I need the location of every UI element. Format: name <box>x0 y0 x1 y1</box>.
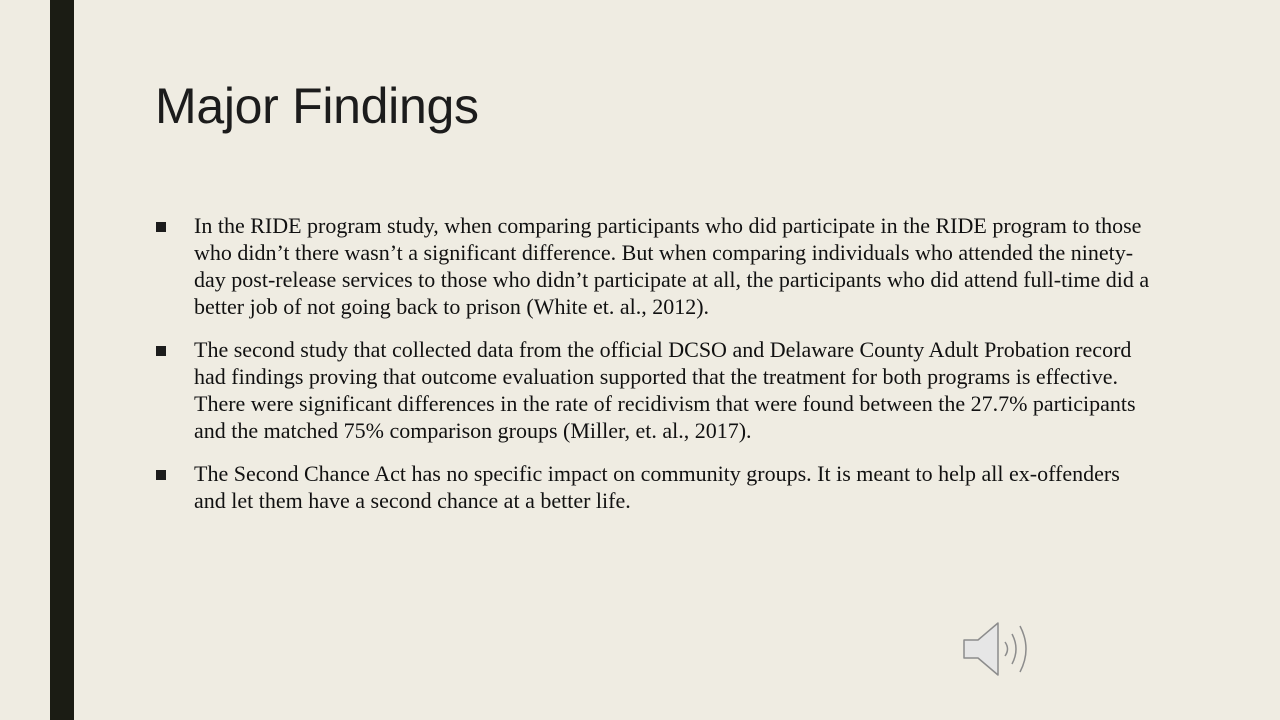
bullet-item <box>155 460 1155 514</box>
bullet-text: The Second Chance Act has no specific impact on community groups. It is meant to help all ex-offenders and let them have a second chance at a better life. <box>194 461 1120 513</box>
speaker-body <box>964 623 998 675</box>
square-bullet-icon <box>156 346 166 356</box>
bullet-text: The second study that collected data from the official DCSO and Delaware County Adult Probation record had findings proving that outcome evaluation supported that the treatment for both programs is effective. There were significant differences in the rate of recidivism that were found between the 27.7% participants and the matched 75% comparison groups (Miller, et. al., 2017). <box>194 337 1136 443</box>
square-bullet-icon <box>156 470 166 480</box>
bullet-text: In the RIDE program study, when comparing participants who did participate in the RIDE program to those who didn’t there wasn’t a significant difference. But when comparing individuals who attended the ninety-day post-release services to those who didn’t participate at all, the participants who did attend full-time did a better job of not going back to prison (White et. al., 2012). <box>194 213 1150 319</box>
sound-wave-medium <box>1012 634 1016 664</box>
slide-title: Major Findings <box>155 78 479 134</box>
bullet-item <box>155 212 1155 320</box>
sound-wave-large <box>1020 626 1026 672</box>
sound-wave-small <box>1005 642 1008 656</box>
bullet-list <box>155 212 1155 530</box>
bullet-item <box>155 336 1155 444</box>
square-bullet-icon <box>156 222 166 232</box>
accent-bar <box>50 0 74 720</box>
speaker-icon[interactable] <box>960 618 1040 680</box>
